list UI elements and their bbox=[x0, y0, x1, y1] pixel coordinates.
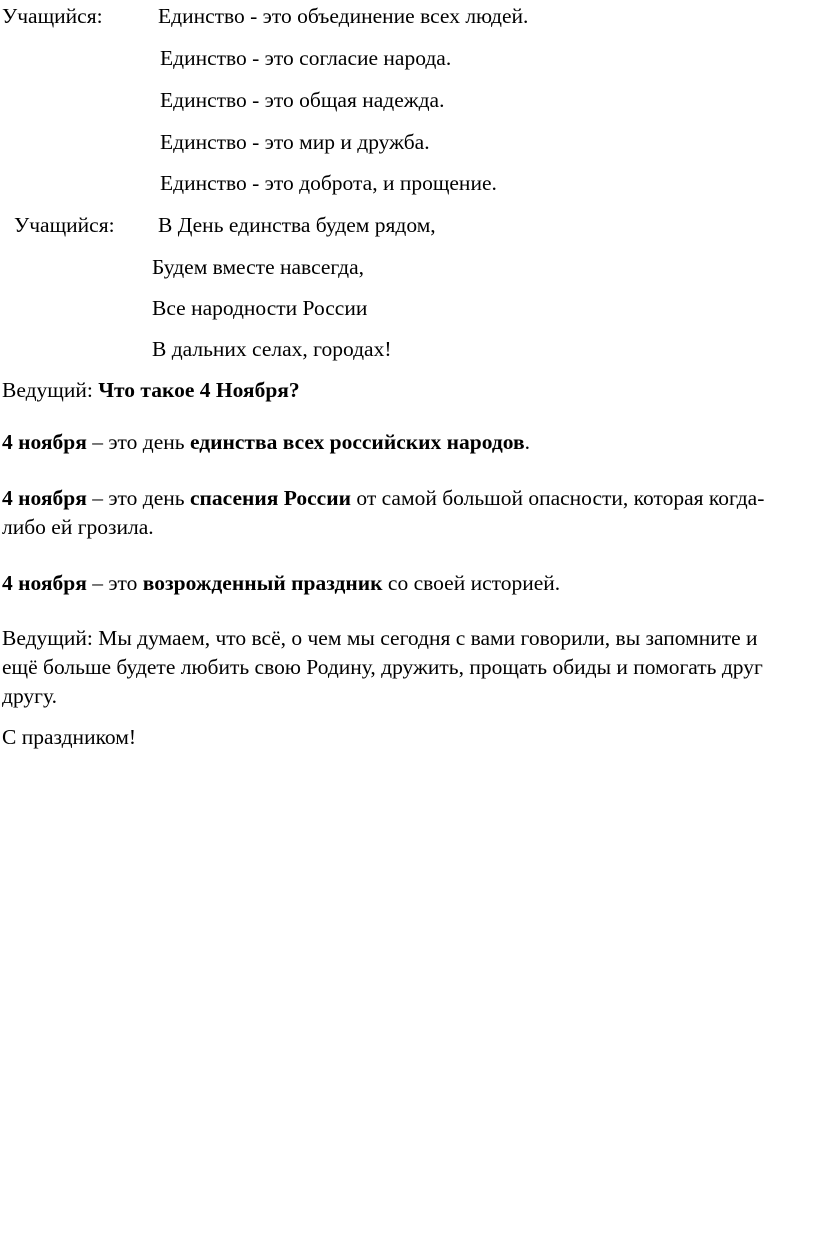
host-question bbox=[2, 380, 300, 402]
stanza1-line-5: Единство - это доброта, и прощение. bbox=[160, 171, 497, 195]
fact-2-date: 4 ноября bbox=[2, 486, 87, 510]
host-speaker: Ведущий: bbox=[2, 378, 93, 402]
fact-1-mid: – это день bbox=[86, 430, 190, 454]
fact-2 bbox=[2, 484, 808, 542]
fact-3-mid: – это bbox=[86, 571, 143, 595]
fact-1-tail: . bbox=[524, 430, 530, 454]
fact-2-tail: от самой большой опасности, которая когда-либо ей грозила. bbox=[2, 486, 765, 539]
fact-3-date: 4 ноября bbox=[2, 571, 87, 595]
fact-3 bbox=[2, 569, 808, 598]
stanza2-line-4: В дальних селах, городах! bbox=[152, 337, 392, 361]
fact-1-date: 4 ноября bbox=[2, 430, 87, 454]
closing-greeting: С праздником! bbox=[2, 725, 137, 749]
fact-1 bbox=[2, 428, 808, 457]
stanza1-line-1: Единство - это объединение всех людей. bbox=[158, 4, 529, 28]
fact-1-emphasis: единства всех российских народов bbox=[189, 430, 525, 454]
closing-paragraph: Ведущий: Мы думаем, что всё, о чем мы сегодня с вами говорили, вы запомните и ещё больше будете любить свою Родину, дружить, прощать обиды и помогать друг другу. bbox=[2, 626, 763, 708]
stanza1-speaker: Учащийся: bbox=[2, 4, 103, 28]
fact-2-emphasis: спасения России bbox=[189, 486, 351, 510]
fact-3-tail: со своей историей. bbox=[382, 571, 561, 595]
stanza1-line-3: Единство - это общая надежда. bbox=[160, 88, 445, 112]
fact-2-mid: – это день bbox=[86, 486, 190, 510]
host-question-text: Что такое 4 Ноября? bbox=[98, 378, 300, 402]
stanza2-speaker: Учащийся: bbox=[14, 213, 115, 237]
stanza2-line-3: Все народности России bbox=[152, 296, 368, 320]
stanza1-line-2: Единство - это согласие народа. bbox=[160, 46, 452, 70]
stanza2-line-2: Будем вместе навсегда, bbox=[152, 255, 365, 279]
stanza1-line-4: Единство - это мир и дружба. bbox=[160, 130, 430, 154]
stanza2-line-1: В День единства будем рядом, bbox=[158, 213, 436, 237]
fact-3-emphasis: возрожденный праздник bbox=[142, 571, 383, 595]
